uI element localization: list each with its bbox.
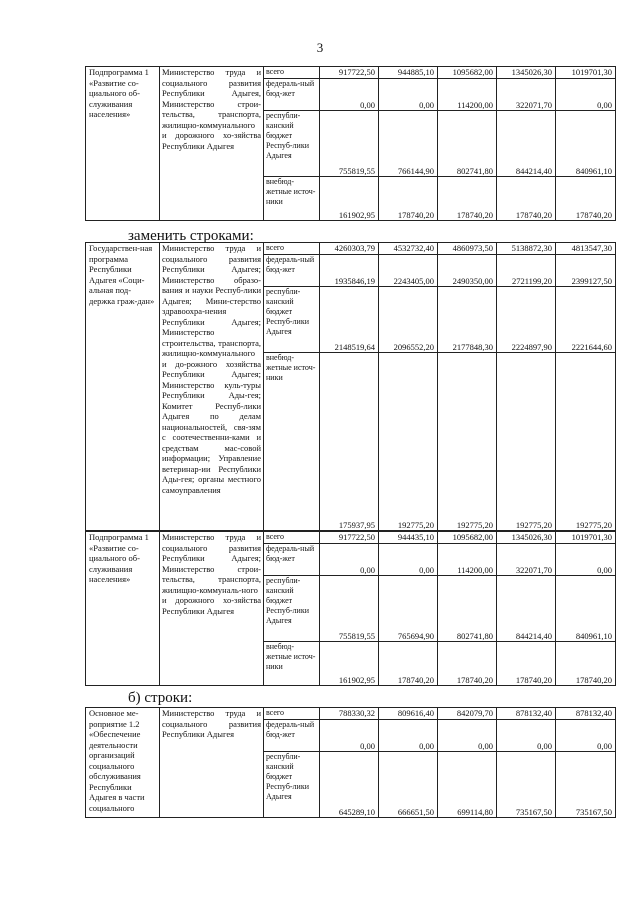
value-cell: 802741,80 xyxy=(438,576,497,642)
value-cell: 2221644,60 xyxy=(556,287,616,353)
value-cell: 766144,90 xyxy=(379,111,438,177)
source-cell: всего xyxy=(264,708,320,720)
value-cell: 0,00 xyxy=(320,79,379,111)
value-cell: 4260303,79 xyxy=(320,243,379,255)
source-cell: внебюд-жетные источ-ники xyxy=(264,642,320,686)
program-cell: Основное ме-роприятие 1.2 «Обеспечение деятельности организаций социального обслуживания Республики Адыгея в части социального xyxy=(86,708,160,818)
value-cell: 1345026,30 xyxy=(497,67,556,79)
executor-cell: Министерство труда и социального развития Республики Адыгея; Министерство строи-тельства, транспорта, жилищно-коммуналь-ного и дорожного хо-зяйства Республики Адыгея xyxy=(160,532,264,686)
value-cell: 2177848,30 xyxy=(438,287,497,353)
table-row xyxy=(86,708,616,720)
value-cell: 0,00 xyxy=(556,720,616,752)
value-cell: 844214,40 xyxy=(497,576,556,642)
source-cell: федераль-ный бюд-жет xyxy=(264,720,320,752)
heading-replace: заменить строками: xyxy=(128,228,254,244)
value-cell: 178740,20 xyxy=(556,642,616,686)
value-cell: 4532732,40 xyxy=(379,243,438,255)
table-block-4 xyxy=(85,707,616,818)
value-cell: 1095682,00 xyxy=(438,67,497,79)
source-cell: федераль-ный бюд-жет xyxy=(264,255,320,287)
value-cell: 0,00 xyxy=(497,720,556,752)
value-cell: 765694,90 xyxy=(379,576,438,642)
value-cell: 322071,70 xyxy=(497,79,556,111)
source-cell: внебюд-жетные источ-ники xyxy=(264,353,320,531)
value-cell: 192775,20 xyxy=(379,353,438,531)
value-cell: 114200,00 xyxy=(438,79,497,111)
table-block-1 xyxy=(85,66,616,221)
value-cell: 840961,10 xyxy=(556,111,616,177)
value-cell: 755819,55 xyxy=(320,111,379,177)
value-cell: 1019701,30 xyxy=(556,532,616,544)
source-cell: всего xyxy=(264,243,320,255)
value-cell: 788330,32 xyxy=(320,708,379,720)
value-cell: 161902,95 xyxy=(320,642,379,686)
value-cell: 4860973,50 xyxy=(438,243,497,255)
value-cell: 178740,20 xyxy=(497,177,556,221)
value-cell: 2224897,90 xyxy=(497,287,556,353)
value-cell: 114200,00 xyxy=(438,544,497,576)
value-cell: 5138872,30 xyxy=(497,243,556,255)
value-cell: 917722,50 xyxy=(320,532,379,544)
program-cell: Подпрограмма 1 «Развитие со-циального об-служивания населения» xyxy=(86,532,160,686)
table-row xyxy=(86,532,616,544)
value-cell: 2399127,50 xyxy=(556,255,616,287)
value-cell: 2490350,00 xyxy=(438,255,497,287)
source-cell: федераль-ный бюд-жет xyxy=(264,544,320,576)
value-cell: 666651,50 xyxy=(379,752,438,818)
source-cell: всего xyxy=(264,532,320,544)
table-block-3 xyxy=(85,531,616,686)
value-cell: 0,00 xyxy=(379,79,438,111)
heading-b: б) строки: xyxy=(128,690,193,706)
value-cell: 735167,50 xyxy=(556,752,616,818)
value-cell: 322071,70 xyxy=(497,544,556,576)
value-cell: 2148519,64 xyxy=(320,287,379,353)
source-cell: республи-канский бюджет Респуб-лики Адыгея xyxy=(264,111,320,177)
value-cell: 178740,20 xyxy=(379,642,438,686)
value-cell: 699114,80 xyxy=(438,752,497,818)
source-cell: всего xyxy=(264,67,320,79)
value-cell: 0,00 xyxy=(556,79,616,111)
value-cell: 178740,20 xyxy=(497,642,556,686)
value-cell: 178740,20 xyxy=(438,177,497,221)
value-cell: 878132,40 xyxy=(497,708,556,720)
source-cell: республи-канский бюджет Респуб-лики Адыгея xyxy=(264,287,320,353)
value-cell: 0,00 xyxy=(379,544,438,576)
source-cell: внебюд-жетные источ-ники xyxy=(264,177,320,221)
value-cell: 802741,80 xyxy=(438,111,497,177)
value-cell: 192775,20 xyxy=(497,353,556,531)
value-cell: 842079,70 xyxy=(438,708,497,720)
value-cell: 178740,20 xyxy=(556,177,616,221)
value-cell: 917722,50 xyxy=(320,67,379,79)
program-cell: Подпрограмма 1 «Развитие со-циального об-служивания населения» xyxy=(86,67,160,221)
value-cell: 1019701,30 xyxy=(556,67,616,79)
value-cell: 1935846,19 xyxy=(320,255,379,287)
value-cell: 878132,40 xyxy=(556,708,616,720)
value-cell: 2243405,00 xyxy=(379,255,438,287)
value-cell: 735167,50 xyxy=(497,752,556,818)
executor-cell: Министерство труда и социального развития Республики Адыгея, Министерство строи-тельства, транспорта, жилищно-коммунального и дорожного хо-зяйства Республики Адыгея xyxy=(160,67,264,221)
value-cell: 192775,20 xyxy=(438,353,497,531)
value-cell: 944435,10 xyxy=(379,532,438,544)
executor-cell: Министерство труда и социального развития Республики Адыгея; Министерство образо-вания и науки Респуб-лики Адыгея; Мини-стерство здравоохра-нения Республики Адыгея; Министерство строительства, транспорта, жилищно-коммунального и до-рожного хозяйства Республики Адыгея; Министерство куль-туры Республики Ады-гея; Комитет Респуб-лики Адыгея по делам национальностей, свя-зям с соотечественни-ками и средствам мас-совой информации; Управление ветеринар-ии Республики Ады-гея; органы местного самоуправления xyxy=(160,243,264,531)
value-cell: 844214,40 xyxy=(497,111,556,177)
program-cell: Государствен-ная программа Республики Адыгея «Соци-альная под-держка граж-дан» xyxy=(86,243,160,531)
value-cell: 0,00 xyxy=(320,544,379,576)
table-row xyxy=(86,67,616,79)
table-block-2 xyxy=(85,242,616,531)
value-cell: 0,00 xyxy=(438,720,497,752)
value-cell: 755819,55 xyxy=(320,576,379,642)
value-cell: 161902,95 xyxy=(320,177,379,221)
source-cell: республи-канский бюджет Респуб-лики Адыгея xyxy=(264,752,320,818)
value-cell: 0,00 xyxy=(320,720,379,752)
value-cell: 0,00 xyxy=(379,720,438,752)
value-cell: 2096552,20 xyxy=(379,287,438,353)
value-cell: 840961,10 xyxy=(556,576,616,642)
value-cell: 809616,40 xyxy=(379,708,438,720)
source-cell: республи-канский бюджет Респуб-лики Адыгея xyxy=(264,576,320,642)
value-cell: 178740,20 xyxy=(438,642,497,686)
value-cell: 1095682,00 xyxy=(438,532,497,544)
executor-cell: Министерство труда и социального развития Республики Адыгея xyxy=(160,708,264,818)
value-cell: 2721199,20 xyxy=(497,255,556,287)
value-cell: 645289,10 xyxy=(320,752,379,818)
page-number: 3 xyxy=(316,40,324,55)
value-cell: 192775,20 xyxy=(556,353,616,531)
table-row xyxy=(86,243,616,255)
value-cell: 175937,95 xyxy=(320,353,379,531)
value-cell: 1345026,30 xyxy=(497,532,556,544)
value-cell: 4813547,30 xyxy=(556,243,616,255)
value-cell: 0,00 xyxy=(556,544,616,576)
value-cell: 944885,10 xyxy=(379,67,438,79)
value-cell: 178740,20 xyxy=(379,177,438,221)
source-cell: федераль-ный бюд-жет xyxy=(264,79,320,111)
